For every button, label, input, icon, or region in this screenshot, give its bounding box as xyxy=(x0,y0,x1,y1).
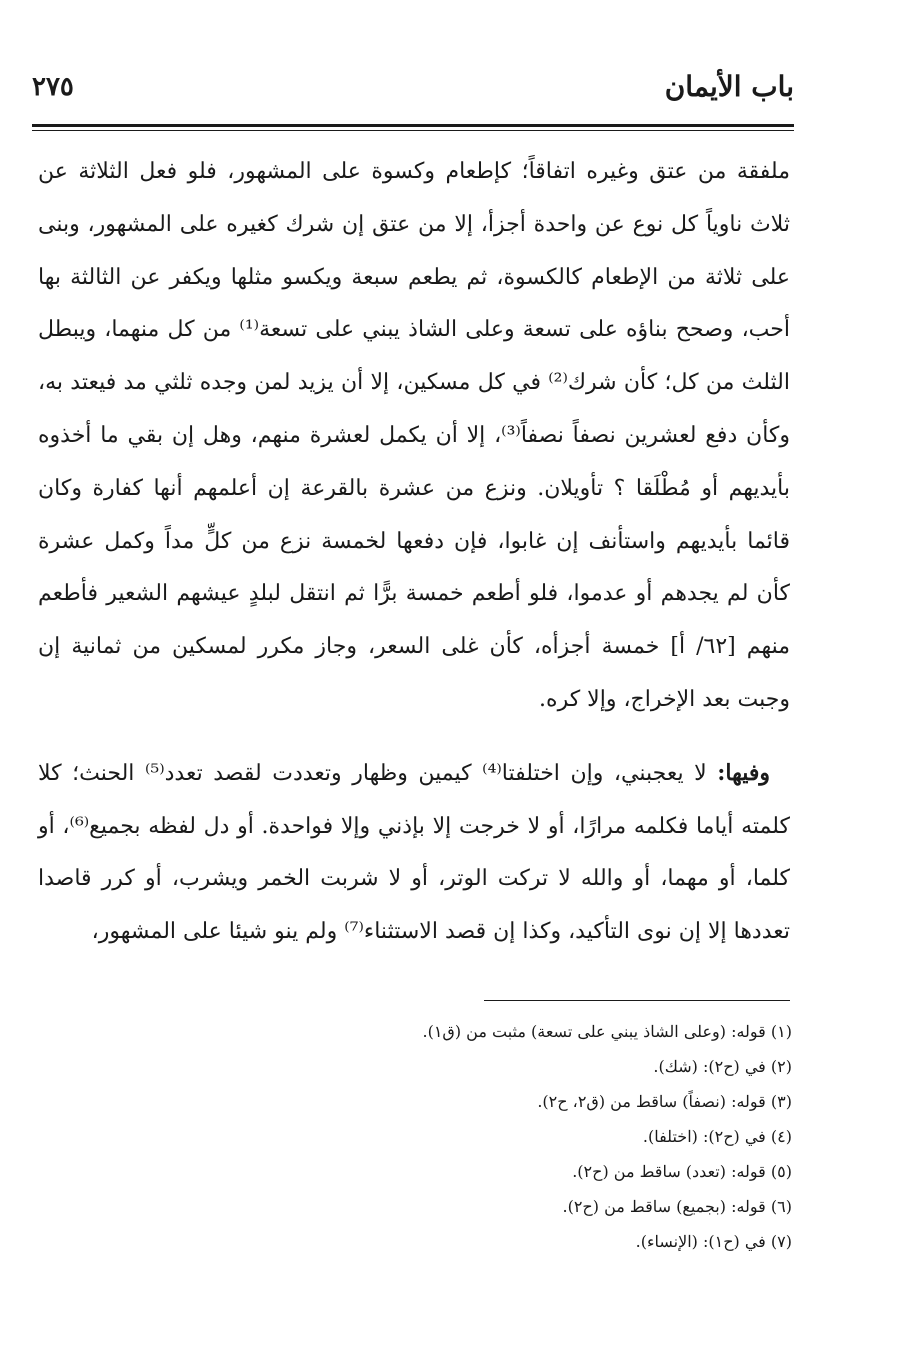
footnote: (٣) قوله: (نصفاً) ساقط من (ق٢، ح٢). xyxy=(537,1092,792,1111)
footnote: (٥) قوله: (تعدد) ساقط من (ح٢). xyxy=(572,1162,792,1181)
page-number: ٢٧٥ xyxy=(32,72,74,102)
footnote: (٢) في (ح٢): (شك). xyxy=(653,1057,792,1076)
paragraph: ملفقة من عتق وغيره اتفاقاً؛ كإطعام وكسوة على المشهور، فلو فعل الثلاثة عن ثلاث ناوياً كل نوع عن واحدة أجزأ، إلا من عتق إن شرك كغيره على المشهور، وبنى على ثلاثة من الإطعام كالكسوة، ثم يطعم سبعة ويكسو مثلها ويكفر عن الثالثة بها أحب، وصحح بناؤه على تسعة وعلى الشاذ يبني على تسعة⁽¹⁾ من كل منهما، ويبطل الثلث من كل؛ كأن شرك⁽²⁾ في كل مسكين، إلا أن يزيد لمن وجده ثلثي مد فيعتد به، وكأن دفع لعشرين نصفاً نصفاً⁽³⁾، إلا أن يكمل لعشرة منهم، وهل إن بقي ما أخذوه بأيديهم أو مُطْلَقا ؟ تأويلان. ونزع من عشرة بالقرعة إن أعلمهم أنها كفارة وكان قائما بأيديهم واستأنف إن غابوا، فإن دفعها لخمسة نزع من كلٍّ مداً وكمل عشرة كأن لم يجدهم أو عدموا، فلو أطعم خمسة برًّا ثم انتقل لبلدٍ عيشهم الشعير فأطعم منهم [٦٢/ أ] خمسة أجزأه، كأن غلى السعر، وجاز مكرر لمسكين من ثمانية إن وجبت بعد الإخراج، وإلا كره. xyxy=(38,159,791,712)
footnote: (٦) قوله: (بجميع) ساقط من (ح٢). xyxy=(562,1197,792,1216)
header-rule-thin xyxy=(32,130,794,131)
paragraph-lead: وفيها: xyxy=(717,759,770,786)
footnote-separator xyxy=(484,1000,790,1001)
paragraph-text: لا يعجبني، وإن اختلفتا⁽⁴⁾ كيمين وظهار وتعددت لقصد تعدد⁽⁵⁾ الحنث؛ كلا كلمته أياما فكلمه مرارًا، أو لا خرجت إلا بإذني وإلا فواحدة. أو دل لفظه بجميع⁽⁶⁾، أو كلما، أو مهما، أو والله لا تركت الوتر، أو لا شربت الخمر ويشرب، أو كرر قاصدا تعددها إلا إن نوى التأكيد، وكذا إن قصد الاستثناء⁽⁷⁾ ولم ينو شيئا على المشهور، xyxy=(38,760,790,945)
running-title: باب الأيمان xyxy=(664,70,794,103)
paragraph xyxy=(38,747,790,959)
footnote: (٤) في (ح٢): (اختلفا). xyxy=(642,1127,792,1146)
footnotes xyxy=(292,1014,792,1259)
footnote: (٧) في (ح١): (الإنساء). xyxy=(635,1232,792,1251)
header-rule xyxy=(32,124,794,127)
main-text xyxy=(38,146,790,959)
page-header xyxy=(32,66,794,114)
footnote: (١) قوله: (وعلى الشاذ يبني على تسعة) مثبت من (ق١). xyxy=(422,1022,792,1041)
